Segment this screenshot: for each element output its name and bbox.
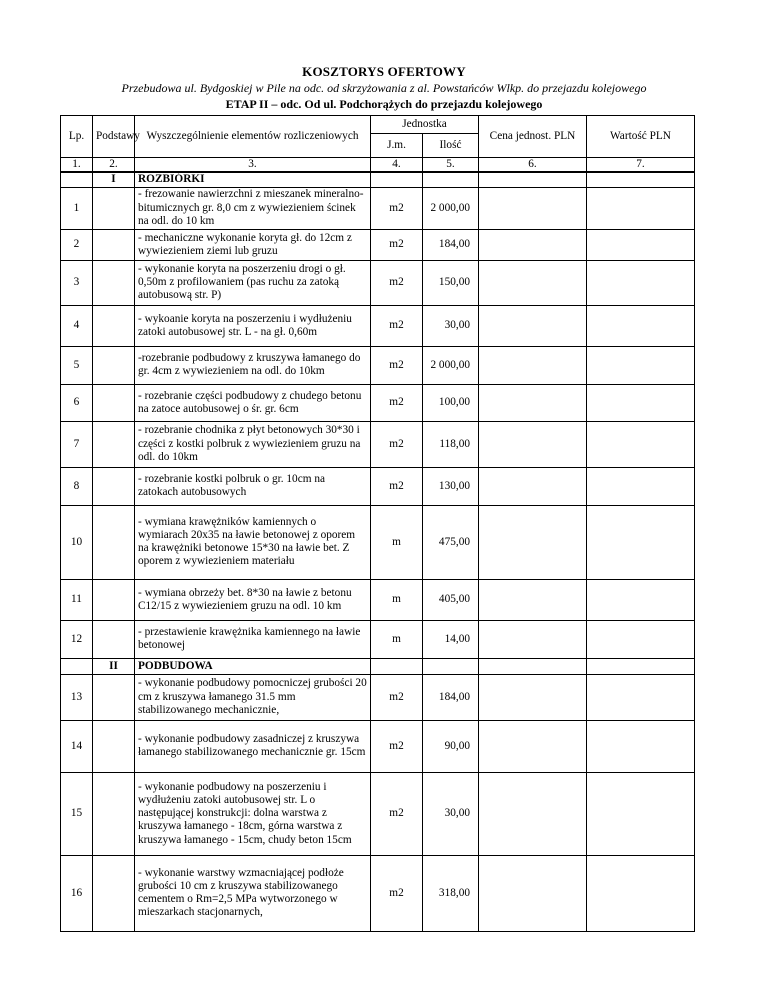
row-description: - wymiana krawężników kamiennych o wymiarach 20x35 na ławie betonowej z oporem na krawężniki betonowe 15*30 na ławie bet. Z oporem z wywiezieniem materiału xyxy=(135,505,371,579)
row-quantity: 150,00 xyxy=(423,260,479,305)
section-numeral: II xyxy=(93,658,135,674)
table-row xyxy=(61,260,695,305)
table-row xyxy=(61,579,695,620)
header-wyszczegolnienie: Wyszczególnienie elementów rozliczeniowych xyxy=(135,116,371,158)
table-row xyxy=(61,855,695,931)
row-unit-price[interactable] xyxy=(479,674,587,720)
table-row xyxy=(61,346,695,384)
row-unit-price[interactable] xyxy=(479,505,587,579)
row-unit-price[interactable] xyxy=(479,305,587,346)
table-row xyxy=(61,505,695,579)
section-numeral: I xyxy=(93,172,135,187)
row-unit: m2 xyxy=(371,855,423,931)
row-quantity: 130,00 xyxy=(423,467,479,505)
row-unit: m2 xyxy=(371,384,423,421)
row-unit-price[interactable] xyxy=(479,467,587,505)
header-podstawy: Podstawy xyxy=(93,116,135,158)
col-number: 5. xyxy=(423,158,479,173)
col-number: 2. xyxy=(93,158,135,173)
row-lp: 2 xyxy=(61,229,93,260)
row-lp: 4 xyxy=(61,305,93,346)
row-description: -rozebranie podbudowy z kruszywa łamanego do gr. 4cm z wywiezieniem na odl. do 10km xyxy=(135,346,371,384)
row-description: - frezowanie nawierzchni z mieszanek mineralno-bitumicznych gr. 8,0 cm z wywiezieniem ścinek na odl. do 10 km xyxy=(135,187,371,229)
row-unit: m2 xyxy=(371,346,423,384)
row-unit-price[interactable] xyxy=(479,620,587,658)
stage-heading: ETAP II – odc. Od ul. Podchorążych do przejazdu kolejowego xyxy=(225,97,543,111)
row-value[interactable] xyxy=(587,346,695,384)
row-value[interactable] xyxy=(587,720,695,772)
table-row xyxy=(61,187,695,229)
row-unit-price[interactable] xyxy=(479,384,587,421)
row-unit: m2 xyxy=(371,229,423,260)
header-lp: Lp. xyxy=(61,116,93,158)
row-unit: m2 xyxy=(371,467,423,505)
section-row xyxy=(61,658,695,674)
row-quantity: 118,00 xyxy=(423,421,479,467)
header-wartosc: Wartość PLN xyxy=(587,116,695,158)
col-number: 6. xyxy=(479,158,587,173)
row-description: - wykonanie podbudowy pomocniczej grubości 20 cm z kruszywa łamanego 31.5 mm stabilizowanego mechanicznie, xyxy=(135,674,371,720)
header-jednostka: Jednostka xyxy=(371,116,479,134)
row-description: - rozebranie części podbudowy z chudego betonu na zatoce autobusowej o śr. gr. 6cm xyxy=(135,384,371,421)
row-lp: 6 xyxy=(61,384,93,421)
document-title: KOSZTORYS OFERTOWY xyxy=(302,64,466,79)
row-lp: 15 xyxy=(61,772,93,855)
document-subtitle: Przebudowa ul. Bydgoskiej w Pile na odc. od skrzyżowania z al. Powstańców Wlkp. do przejazdu kolejowego xyxy=(121,81,647,95)
row-quantity: 184,00 xyxy=(423,229,479,260)
section-title: ROZBIÓRKI xyxy=(135,172,371,187)
row-quantity: 475,00 xyxy=(423,505,479,579)
row-quantity: 90,00 xyxy=(423,720,479,772)
row-quantity: 14,00 xyxy=(423,620,479,658)
row-value[interactable] xyxy=(587,620,695,658)
row-quantity: 405,00 xyxy=(423,579,479,620)
row-lp: 12 xyxy=(61,620,93,658)
table-row xyxy=(61,620,695,658)
table-row xyxy=(61,305,695,346)
row-description: - wykoanie koryta na poszerzeniu i wydłużeniu zatoki autobusowej str. L - na gł. 0,60m xyxy=(135,305,371,346)
row-unit-price[interactable] xyxy=(479,720,587,772)
table-row xyxy=(61,720,695,772)
col-number: 7. xyxy=(587,158,695,173)
row-value[interactable] xyxy=(587,260,695,305)
row-description: - mechaniczne wykonanie koryta gł. do 12cm z wywiezieniem ziemi lub gruzu xyxy=(135,229,371,260)
table-row xyxy=(61,674,695,720)
row-description: - rozebranie chodnika z płyt betonowych 30*30 i części z kostki polbruk z wywiezieniem gruzu na odl. do 10km xyxy=(135,421,371,467)
row-unit: m xyxy=(371,505,423,579)
row-value[interactable] xyxy=(587,229,695,260)
col-number: 3. xyxy=(135,158,371,173)
row-unit-price[interactable] xyxy=(479,187,587,229)
row-unit-price[interactable] xyxy=(479,421,587,467)
row-description: - wymiana obrzeży bet. 8*30 na ławie z betonu C12/15 z wywiezieniem gruzu na odl. 10 km xyxy=(135,579,371,620)
row-unit: m2 xyxy=(371,674,423,720)
row-description: - przestawienie krawężnika kamiennego na ławie betonowej xyxy=(135,620,371,658)
row-unit-price[interactable] xyxy=(479,260,587,305)
row-value[interactable] xyxy=(587,674,695,720)
row-unit: m2 xyxy=(371,772,423,855)
row-description: - wykonanie warstwy wzmacniającej podłoże grubości 10 cm z kruszywa stabilizowanego cementem o Rm=2,5 MPa wytworzonego w mieszarkach stacjonarnych, xyxy=(135,855,371,931)
row-value[interactable] xyxy=(587,187,695,229)
row-quantity: 2 000,00 xyxy=(423,187,479,229)
row-lp: 10 xyxy=(61,505,93,579)
row-lp: 14 xyxy=(61,720,93,772)
row-unit-price[interactable] xyxy=(479,772,587,855)
cost-estimate-table xyxy=(60,115,695,932)
header-ilosc: Ilość xyxy=(423,134,479,158)
row-lp: 7 xyxy=(61,421,93,467)
row-quantity: 184,00 xyxy=(423,674,479,720)
row-unit: m2 xyxy=(371,260,423,305)
row-lp: 5 xyxy=(61,346,93,384)
header-cena: Cena jednost. PLN xyxy=(479,116,587,158)
row-description: - wykonanie podbudowy na poszerzeniu i wydłużeniu zatoki autobusowej str. L o następującej konstrukcji: dolna warstwa z kruszywa łamanego - 18cm, górna warstwa z kruszywa łamanego - 15cm, chudy beton 15cm xyxy=(135,772,371,855)
row-value[interactable] xyxy=(587,421,695,467)
row-unit: m2 xyxy=(371,187,423,229)
row-quantity: 30,00 xyxy=(423,305,479,346)
table-row xyxy=(61,384,695,421)
row-unit: m xyxy=(371,620,423,658)
row-unit: m xyxy=(371,579,423,620)
row-description: - wykonanie koryta na poszerzeniu drogi o gł. 0,50m z profilowaniem (pas ruchu za zatoką autobusową str. P) xyxy=(135,260,371,305)
row-unit: m2 xyxy=(371,720,423,772)
table-row xyxy=(61,467,695,505)
row-unit: m2 xyxy=(371,305,423,346)
col-number: 4. xyxy=(371,158,423,173)
row-quantity: 100,00 xyxy=(423,384,479,421)
row-quantity: 30,00 xyxy=(423,772,479,855)
row-value[interactable] xyxy=(587,855,695,931)
table-row xyxy=(61,772,695,855)
row-unit-price[interactable] xyxy=(479,229,587,260)
row-lp: 3 xyxy=(61,260,93,305)
row-value[interactable] xyxy=(587,772,695,855)
row-value[interactable] xyxy=(587,305,695,346)
row-value[interactable] xyxy=(587,467,695,505)
row-lp: 8 xyxy=(61,467,93,505)
row-lp: 16 xyxy=(61,855,93,931)
table-row xyxy=(61,421,695,467)
header-jm: J.m. xyxy=(371,134,423,158)
row-quantity: 2 000,00 xyxy=(423,346,479,384)
row-lp: 11 xyxy=(61,579,93,620)
row-unit-price[interactable] xyxy=(479,579,587,620)
row-description: - rozebranie kostki polbruk o gr. 10cm na zatokach autobusowych xyxy=(135,467,371,505)
row-description: - wykonanie podbudowy zasadniczej z kruszywa łamanego stabilizowanego mechanicznie gr. 15cm xyxy=(135,720,371,772)
col-number: 1. xyxy=(61,158,93,173)
row-quantity: 318,00 xyxy=(423,855,479,931)
row-unit: m2 xyxy=(371,421,423,467)
row-value[interactable] xyxy=(587,505,695,579)
section-title: PODBUDOWA xyxy=(135,658,371,674)
row-unit-price[interactable] xyxy=(479,855,587,931)
table-row xyxy=(61,229,695,260)
row-value[interactable] xyxy=(587,579,695,620)
row-unit-price[interactable] xyxy=(479,346,587,384)
section-row xyxy=(61,172,695,187)
row-lp: 1 xyxy=(61,187,93,229)
row-value[interactable] xyxy=(587,384,695,421)
row-lp: 13 xyxy=(61,674,93,720)
